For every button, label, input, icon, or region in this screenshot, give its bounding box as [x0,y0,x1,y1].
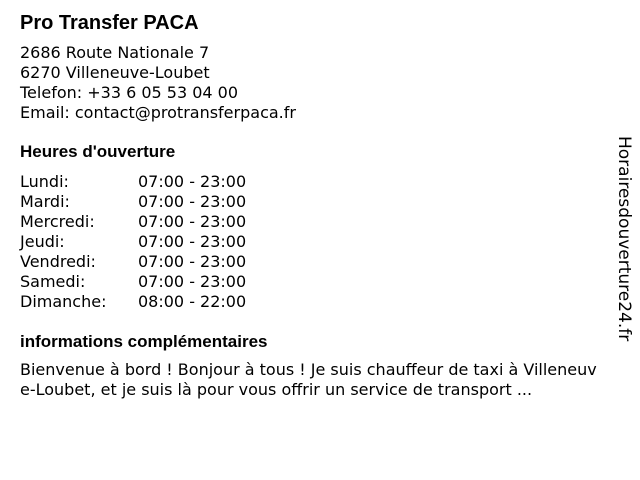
hours-day: Mercredi: [20,212,95,231]
hours-day: Jeudi: [20,232,65,251]
email-line: Email: contact@protransferpaca.fr [20,103,296,122]
hours-day: Dimanche: [20,292,107,311]
business-card [20,11,610,400]
hours-time: 07:00 - 23:00 [138,252,247,271]
hours-time: 08:00 - 22:00 [138,292,247,311]
hours-list [20,172,610,312]
hours-row-thursday [20,232,610,252]
hours-day: Samedi: [20,272,86,291]
hours-time: 07:00 - 23:00 [138,232,247,251]
hours-time: 07:00 - 23:00 [138,212,247,231]
hours-day: Mardi: [20,192,70,211]
hours-heading: Heures d'ouverture [20,142,176,161]
hours-row-sunday [20,292,610,312]
hours-row-friday [20,252,610,272]
site-watermark: Horairesdouverture24.fr [614,136,634,342]
address-street: 2686 Route Nationale 7 [20,43,210,62]
hours-day: Lundi: [20,172,69,191]
info-heading: informations complémentaires [20,332,268,351]
hours-time: 07:00 - 23:00 [138,192,247,211]
hours-row-tuesday [20,192,610,212]
hours-row-saturday [20,272,610,292]
hours-row-monday [20,172,610,192]
hours-day: Vendredi: [20,252,96,271]
address-city: 6270 Villeneuve-Loubet [20,63,210,82]
phone-line: Telefon: +33 6 05 53 04 00 [20,83,239,102]
info-description: Bienvenue à bord ! Bonjour à tous ! Je suis chauffeur de taxi à Villeneuve-Loubet, et je suis là pour vous offrir un service de transport ... [20,360,597,399]
business-name: Pro Transfer PACA [20,12,199,34]
hours-time: 07:00 - 23:00 [138,272,247,291]
hours-time: 07:00 - 23:00 [138,172,247,191]
hours-row-wednesday [20,212,610,232]
address-block [20,43,610,123]
